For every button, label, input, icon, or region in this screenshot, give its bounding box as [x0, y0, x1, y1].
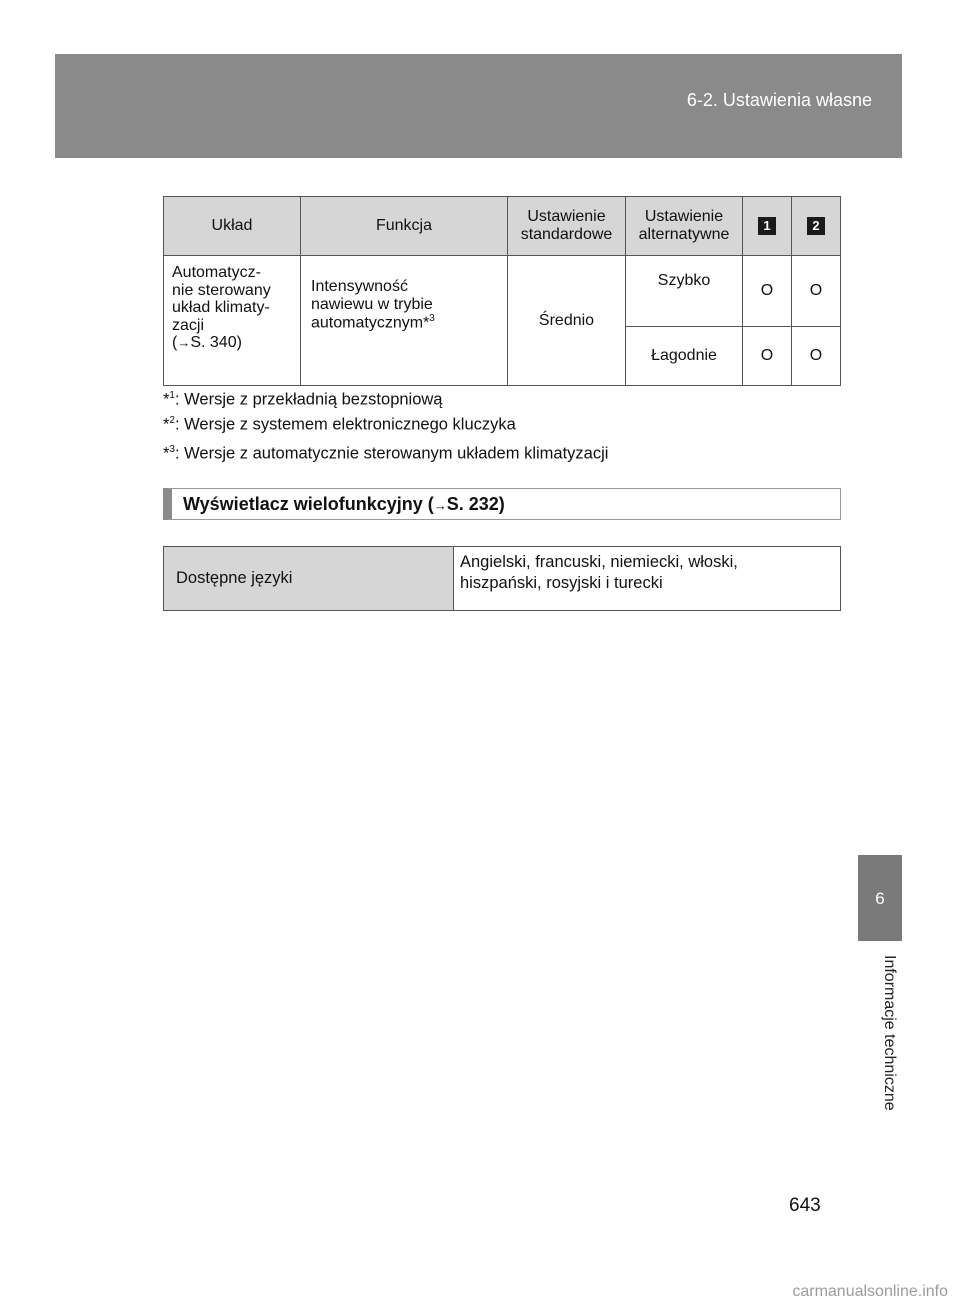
- header-badge-1: [743, 197, 792, 256]
- badge-2-icon: 2: [807, 217, 825, 235]
- cell-mark-1: O: [743, 327, 792, 386]
- page-number: 643: [789, 1195, 821, 1216]
- subsection-title-prefix: Wyświetlacz wielofunkcyjny (: [183, 494, 434, 514]
- function-line: Intensywność: [311, 278, 408, 295]
- chapter-tab: [858, 855, 902, 941]
- footnotes: [163, 390, 608, 469]
- footnote-text: : Wersje z systemem elektronicznego kluczyka: [174, 415, 516, 433]
- subsection-heading: [163, 488, 841, 520]
- header-system: Układ: [164, 197, 301, 256]
- cell-function: [301, 256, 508, 386]
- header-default-line2: standardowe: [520, 226, 613, 243]
- footnote-mark: *: [163, 444, 170, 463]
- languages-value: [454, 547, 841, 611]
- system-line: Automatycz-: [172, 264, 261, 281]
- cell-alternative: Łagodnie: [626, 327, 743, 386]
- badge-1-icon: 1: [758, 217, 776, 235]
- footnote-mark: *: [163, 390, 170, 409]
- cell-mark-2: O: [792, 256, 841, 327]
- function-line: nawiewu w trybie: [311, 295, 433, 313]
- section-title: 6-2. Ustawienia własne: [686, 90, 872, 110]
- table-header-row: [164, 197, 841, 256]
- footnote: [163, 415, 608, 435]
- arrow-right-icon: →: [177, 335, 191, 351]
- subsection-title-suffix: S. 232): [446, 494, 505, 514]
- languages-line: Angielski, francuski, niemiecki, włoski,: [460, 553, 738, 571]
- footnote-mark: *: [163, 415, 170, 433]
- footnote-number: 2: [169, 414, 175, 426]
- cell-system: [164, 256, 301, 386]
- function-footnote-mark: 3: [429, 313, 435, 325]
- header-band: [55, 54, 902, 158]
- header-alternative: [626, 197, 743, 256]
- function-line: automatycznym*: [311, 314, 430, 332]
- cell-mark-1: O: [743, 256, 792, 327]
- system-ref-text: S. 340): [190, 334, 242, 352]
- languages-line: hiszpański, rosyjski i turecki: [460, 574, 663, 593]
- chapter-number: 6: [875, 889, 885, 908]
- footnote: [163, 390, 608, 410]
- header-alternative-line2: alternatywne: [638, 226, 730, 243]
- settings-table: [163, 196, 841, 386]
- footnote: [163, 444, 608, 464]
- languages-table: [163, 546, 841, 611]
- header-badge-2: [792, 197, 841, 256]
- watermark: carmanualsonline.info: [792, 1283, 948, 1300]
- cell-default: Średnio: [508, 256, 626, 386]
- arrow-right-icon: →: [433, 498, 447, 513]
- header-default-line1: Ustawienie: [527, 208, 606, 226]
- table-row: [164, 547, 841, 611]
- footnote-text: : Wersje z automatycznie sterowanym układem klimatyzacji: [174, 444, 609, 463]
- header-alternative-line1: Ustawienie: [644, 208, 724, 226]
- system-line: zacji: [172, 316, 205, 334]
- footnote-number: 1: [169, 390, 175, 401]
- system-ref-open: (: [172, 334, 178, 352]
- system-line: układ klimaty-: [172, 299, 270, 317]
- footnote-number: 3: [169, 444, 175, 455]
- footnote-text: : Wersje z przekładnią bezstopniową: [174, 390, 443, 409]
- header-function: Funkcja: [301, 197, 508, 256]
- chapter-label: Informacje techniczne: [881, 955, 898, 1111]
- cell-alternative: Szybko: [626, 256, 743, 327]
- languages-label: Dostępne języki: [164, 547, 454, 611]
- cell-mark-2: O: [792, 327, 841, 386]
- table-row: [164, 256, 841, 327]
- header-default: [508, 197, 626, 256]
- subsection-title: [183, 494, 505, 515]
- system-line: nie sterowany: [172, 281, 271, 299]
